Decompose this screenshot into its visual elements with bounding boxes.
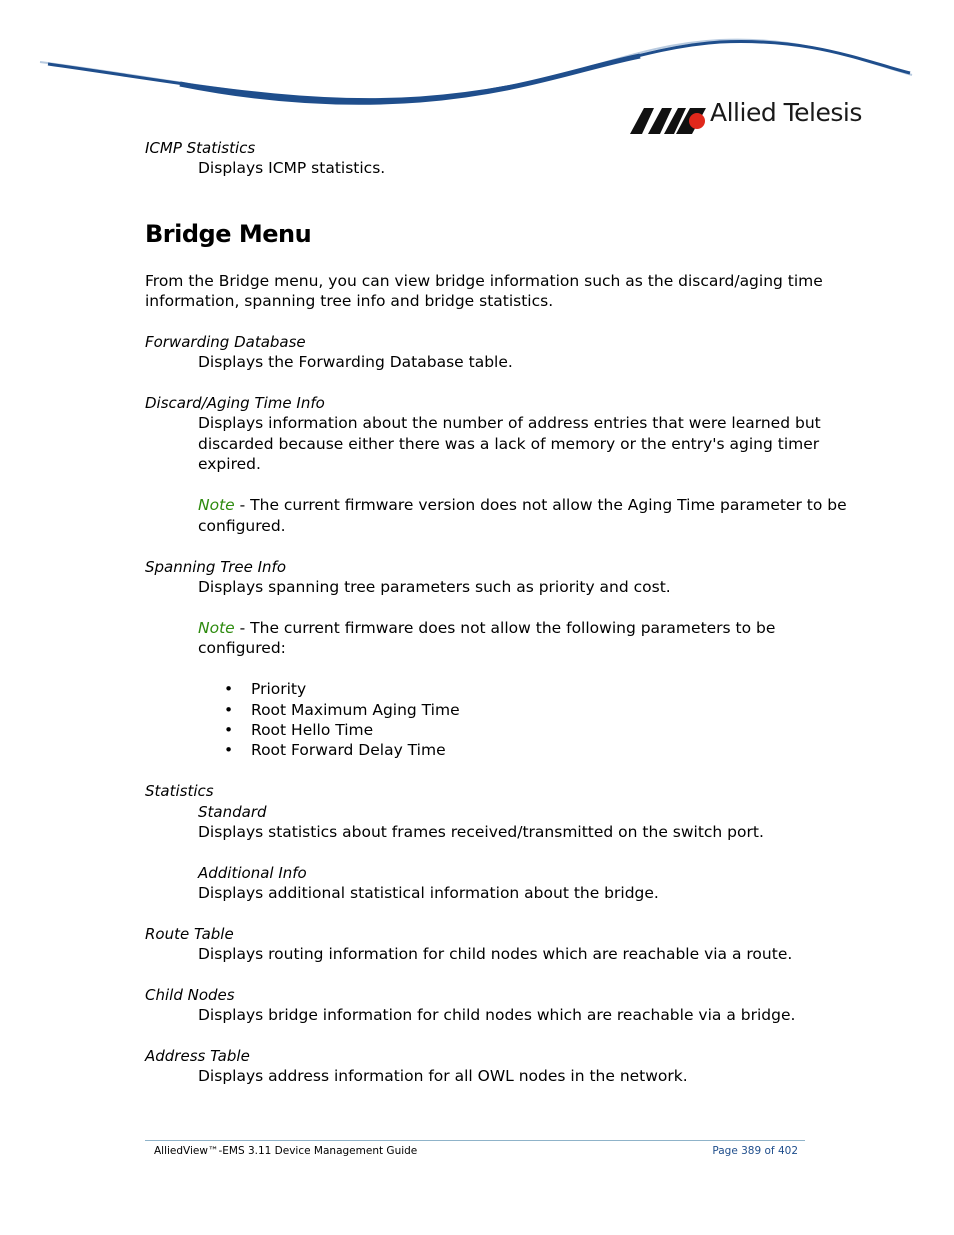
bullet-dot: • <box>224 701 234 719</box>
spanning-tree-term: Spanning Tree Info <box>145 558 286 576</box>
logo-mark-icon <box>630 106 706 136</box>
discard-aging-desc-1: Displays information about the number of address entries that were learned but <box>198 414 821 432</box>
icmp-statistics-term: ICMP Statistics <box>145 139 256 157</box>
note-text: - The current firmware version does not allow the Aging Time parameter to be <box>234 496 847 514</box>
intro-line-1: From the Bridge menu, you can view bridge information such as the discard/aging time <box>145 272 823 290</box>
forwarding-database-desc: Displays the Forwarding Database table. <box>198 353 513 371</box>
discard-aging-desc-2: discarded because either there was a lack of memory or the entry's aging timer <box>198 435 820 453</box>
note-label: Note <box>198 619 235 637</box>
spanning-tree-note <box>198 618 775 639</box>
footer-page-number: Page 389 of 402 <box>712 1145 798 1157</box>
address-table-term: Address Table <box>145 1047 250 1065</box>
discard-aging-note <box>198 495 847 516</box>
child-nodes-term: Child Nodes <box>145 986 235 1004</box>
address-table-desc: Displays address information for all OWL nodes in the network. <box>198 1067 688 1085</box>
forwarding-database-term: Forwarding Database <box>145 333 306 351</box>
route-table-term: Route Table <box>145 925 234 943</box>
discard-aging-term: Discard/Aging Time Info <box>145 394 325 412</box>
note-text: - The current firmware does not allow the following parameters to be <box>234 619 776 637</box>
standard-desc: Displays statistics about frames received/transmitted on the switch port. <box>198 823 764 841</box>
statistics-term: Statistics <box>145 782 214 800</box>
route-table-desc: Displays routing information for child nodes which are reachable via a route. <box>198 945 793 963</box>
discard-aging-note-2: configured. <box>198 517 286 535</box>
child-nodes-desc: Displays bridge information for child nodes which are reachable via a bridge. <box>198 1006 796 1024</box>
additional-info-term: Additional Info <box>198 864 307 882</box>
spanning-tree-note-2: configured: <box>198 639 286 657</box>
spanning-tree-desc: Displays spanning tree parameters such as priority and cost. <box>198 578 671 596</box>
bullet-dot: • <box>224 680 234 698</box>
icmp-statistics-desc: Displays ICMP statistics. <box>198 159 386 177</box>
list-item: Root Maximum Aging Time <box>251 701 460 719</box>
page-title: Bridge Menu <box>145 220 312 248</box>
list-item: Root Forward Delay Time <box>251 741 446 759</box>
list-item: Root Hello Time <box>251 721 374 739</box>
list-item: Priority <box>251 680 307 698</box>
footer-divider <box>145 1140 805 1141</box>
additional-info-desc: Displays additional statistical information about the bridge. <box>198 884 659 902</box>
discard-aging-desc-3: expired. <box>198 455 261 473</box>
standard-term: Standard <box>198 803 267 821</box>
note-label: Note <box>198 496 235 514</box>
footer-guide-title: AlliedView™-EMS 3.11 Device Management Guide <box>154 1145 418 1157</box>
logo-text: Allied Telesis <box>710 98 862 127</box>
intro-line-2: information, spanning tree info and bridge statistics. <box>145 292 554 310</box>
bullet-dot: • <box>224 721 234 739</box>
allied-telesis-logo <box>630 98 870 136</box>
bullet-dot: • <box>224 741 234 759</box>
